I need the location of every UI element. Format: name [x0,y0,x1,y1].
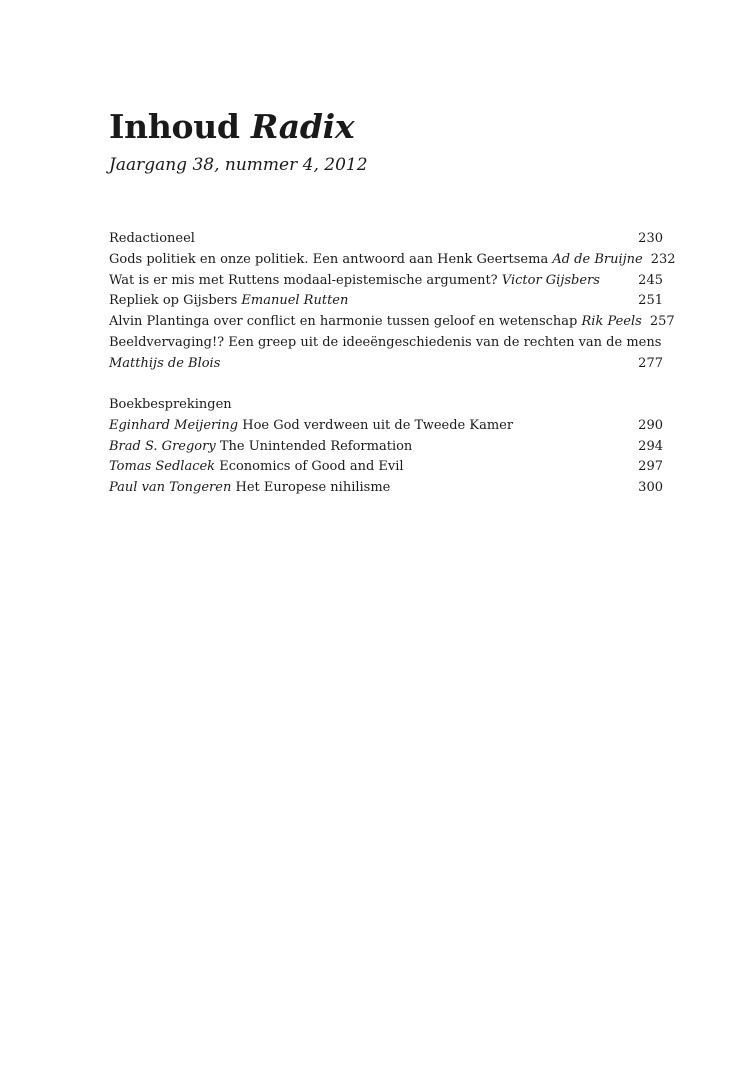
toc-entry[interactable] [109,271,663,292]
section-label-editorial: Redactioneel [109,231,195,246]
toc-entry[interactable] [109,291,663,312]
review-author: Brad S. Gregory [109,438,216,454]
article-author: Matthijs de Blois [109,355,221,371]
page-number: 297 [638,459,663,475]
entry-text [109,457,404,478]
page-number: 294 [638,438,663,454]
section-heading-reviews [109,395,663,416]
table-of-contents [109,229,676,375]
review-entry[interactable] [109,457,663,478]
entry-text [109,250,643,271]
page-number: 277 [638,355,663,371]
toc-entry-editorial[interactable] [109,229,663,250]
page-number: 232 [650,251,676,267]
page-number: 300 [638,480,663,496]
article-author: Rik Peels [581,314,642,330]
article-title: Repliek op Gijsbers [109,293,238,309]
review-book-title: The Unintended Reformation [219,438,413,454]
entry-text [109,478,390,499]
page-number: 245 [638,272,663,288]
entry-text [109,437,412,458]
toc-entry-long-author[interactable] [109,354,663,375]
entry-text [109,271,600,292]
review-entry[interactable] [109,478,663,499]
article-title: Beeldvervaging!? Een greep uit de ideeëngeschiedenis van de rechten van de mens [109,334,662,350]
review-book-title: Het Europese nihilisme [235,480,391,496]
book-reviews-section [109,395,663,499]
article-author: Victor Gijsbers [501,272,600,288]
section-label-reviews: Boekbesprekingen [109,397,232,412]
review-book-title: Hoe God verdween uit de Tweede Kamer [242,417,514,433]
toc-entry[interactable] [109,312,675,333]
page-number: 290 [638,417,663,433]
review-entry[interactable] [109,437,663,458]
article-title: Alvin Plantinga over conflict en harmonie tussen geloof en wetenschap [109,314,578,330]
toc-entry-long-title[interactable] [109,333,663,354]
article-author: Emanuel Rutten [241,293,349,309]
title-main: Inhoud [109,107,240,146]
toc-entry[interactable] [109,250,676,271]
article-author: Ad de Bruijne [552,251,643,267]
article-title: Gods politiek en onze politiek. Een antwoord aan Henk Geertsema [109,251,549,267]
page-title [109,106,354,148]
page-number: 230 [638,231,663,246]
entry-text [109,312,642,333]
title-journal-name: Radix [250,107,355,146]
article-title: Wat is er mis met Ruttens modaal-epistemische argument? [109,272,498,288]
volume-subtitle: Jaargang 38, nummer 4, 2012 [109,155,368,175]
page-number: 257 [649,314,675,330]
entry-text [109,291,348,312]
review-book-title: Economics of Good and Evil [219,459,404,475]
review-author: Eginhard Meijering [109,417,239,433]
page-number: 251 [638,293,663,309]
entry-text [109,416,513,437]
review-entry[interactable] [109,416,663,437]
review-author: Paul van Tongeren [109,480,232,496]
review-author: Tomas Sedlacek [109,459,216,475]
